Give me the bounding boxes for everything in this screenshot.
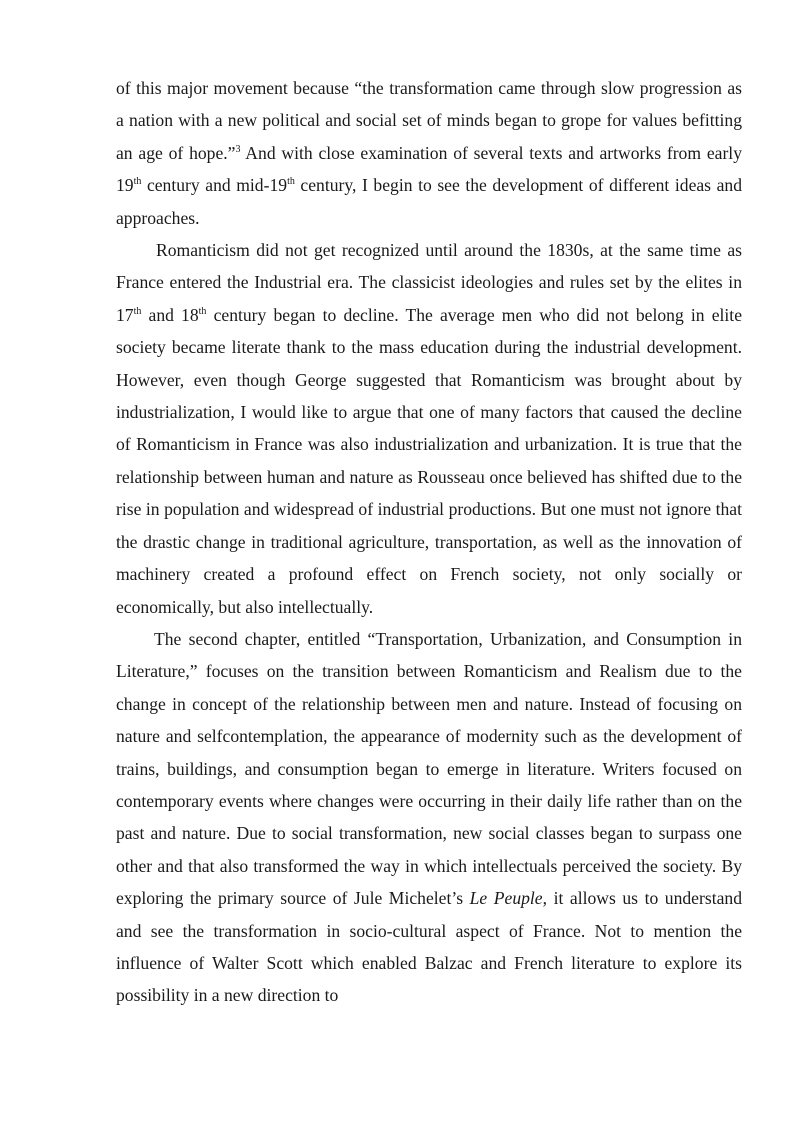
paragraph-1-text-b: And with close examination of several texts and artworks from early 19 xyxy=(116,142,742,196)
paragraph-2-text-b: and 18 xyxy=(141,304,199,325)
ordinal-suffix: th xyxy=(287,176,295,188)
paragraph-1 xyxy=(116,72,742,234)
paragraph-2 xyxy=(116,234,742,623)
body-text xyxy=(116,72,742,1012)
footnote-reference: 3 xyxy=(235,143,241,155)
ordinal-suffix: th xyxy=(133,176,142,188)
paragraph-3-text-b: , it allows us to understand and see the transformation in socio-cultural aspect of France. Not to mention the influence of Walter Scott which enabled Balzac and French literature to explore its possibility in a new direction to xyxy=(116,888,742,1006)
paragraph-1-text-d: century, I begin to see the development of different ideas and approaches. xyxy=(116,175,742,228)
paragraph-2-text-c: century began to decline. The average men who did not belong in elite society became literate thank to the mass education during the industrial development. However, even though George suggested that Romanticism was brought about by industrialization, I would like to argue that one of many factors that caused the decline of Romanticism in France was also industrialization and urbanization. It is true that the relationship between human and nature as Rousseau once believed has shifted due to the rise in population and widespread of industrial productions. But one must not ignore that the drastic change in traditional agriculture, transportation, as well as the innovation of machinery created a profound effect on French society, not only socially or economically, but also intellectually. xyxy=(116,304,743,617)
paragraph-1-text-a: of this major movement because “the transformation came through slow progression as a nation with a new political and social set of minds began to grope for values befitting an age of hope.” xyxy=(116,78,742,163)
ordinal-suffix: th xyxy=(198,305,207,317)
ordinal-suffix: th xyxy=(133,305,142,317)
paragraph-3-text-a: The second chapter, entitled “Transportation, Urbanization, and Consumption in Literature,” focuses on the transition between Romanticism and Realism due to the change in concept of the relationship between men and nature. Instead of focusing on nature and selfcontemplation, the appearance of modernity such as the development of trains, buildings, and consumption began to emerge in literature. Writers focused on contemporary events where changes were occurring in their daily life rather than on the past and nature. Due to social transformation, new social classes began to surpass one other and that also transformed the way in which intellectuals perceived the society. By exploring the primary source of Jule Michelet’s xyxy=(116,628,742,909)
paragraph-3 xyxy=(116,623,742,1012)
paragraph-2-text-a: Romanticism did not get recognized until around the 1830s, at the same time as France entered the Industrial era. The classicist ideologies and rules set by the elites in 17 xyxy=(116,240,742,325)
paragraph-1-text-c: century and mid-19 xyxy=(141,175,288,196)
book-title: Le Peuple xyxy=(469,888,543,909)
